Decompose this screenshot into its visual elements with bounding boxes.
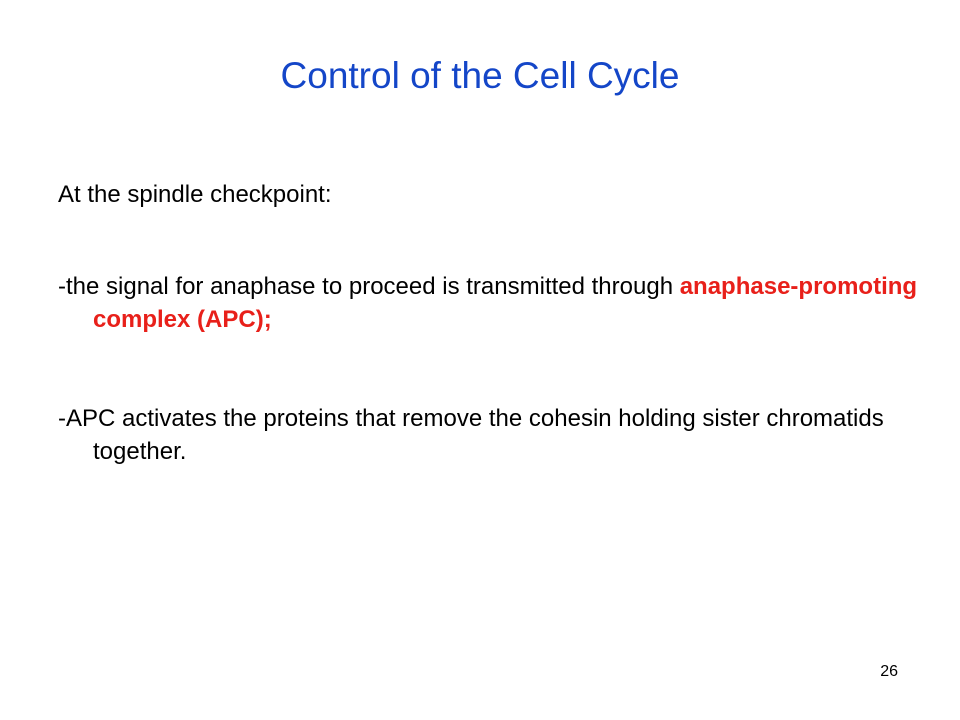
intro-text: At the spindle checkpoint:	[58, 181, 332, 208]
bullet-paragraph: -APC activates the proteins that remove the cohesin holding sister chromatids together.	[58, 405, 884, 465]
bullet-apc-signal	[58, 270, 928, 336]
bullet-paragraph	[58, 270, 928, 336]
highlight-term-apc: anaphase-promoting complex (APC);	[93, 273, 918, 333]
bullet-text: -the signal for anaphase to proceed is transmitted through	[58, 273, 680, 300]
bullet-apc-activates	[58, 402, 928, 468]
page-number: 26	[880, 663, 898, 680]
slide-title: Control of the Cell Cycle	[280, 55, 680, 96]
